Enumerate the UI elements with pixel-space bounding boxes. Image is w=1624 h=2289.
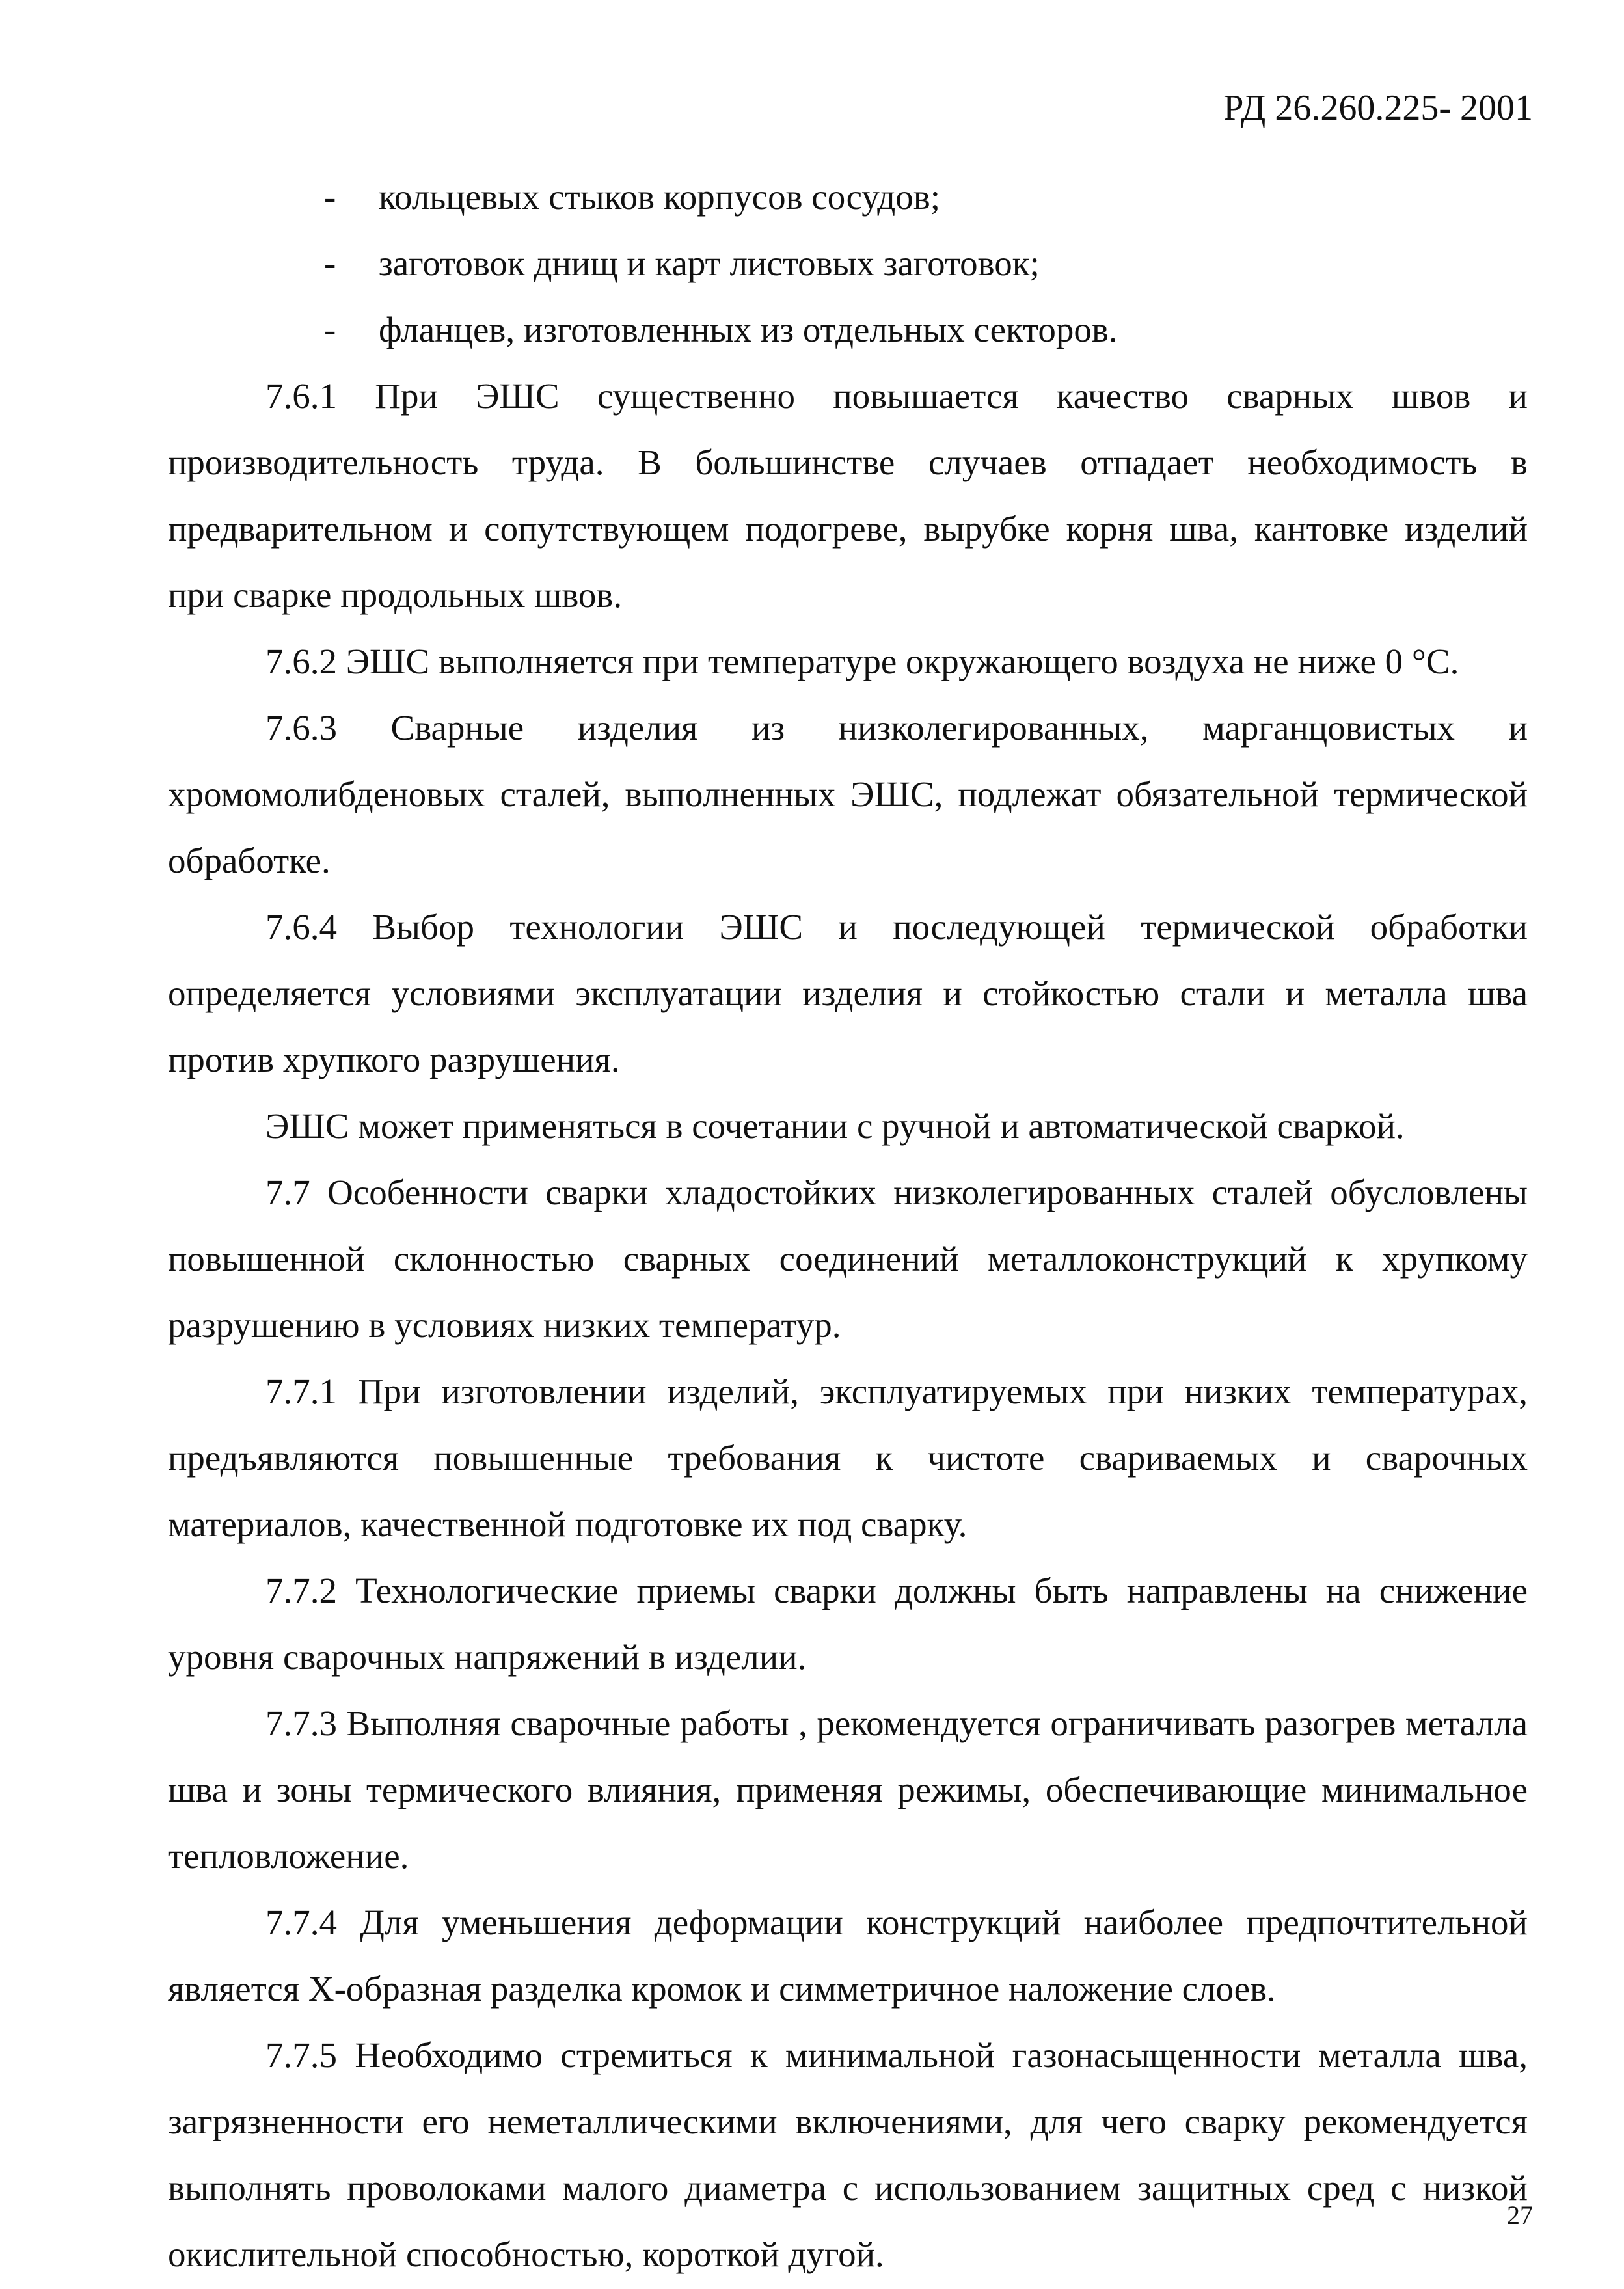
paragraph-7-7-3: 7.7.3 Выполняя сварочные работы , рекомендуется ограничивать разогрев металла шва и зоны термического влияния, применяя режимы, обеспечивающие минимальное тепловложение. <box>168 1703 1528 1876</box>
list-dash: - <box>324 177 336 217</box>
list-item-text: кольцевых стыков корпусов сосудов; <box>379 177 941 217</box>
page-number: 27 <box>1507 2201 1533 2230</box>
list-dash: - <box>324 310 336 349</box>
paragraph-eshs-combination: ЭШС может применяться в сочетании с ручной и автоматической сваркой. <box>265 1106 1405 1146</box>
paragraph-7-7-4: 7.7.4 Для уменьшения деформации конструкций наиболее предпочтительной является Х-образная разделка кромок и симметричное наложение слоев. <box>168 1903 1528 2009</box>
paragraph-7-6-2: 7.6.2 ЭШС выполняется при температуре окружающего воздуха не ниже 0 °С. <box>265 642 1459 681</box>
document-code: РД 26.260.225- 2001 <box>1223 88 1533 128</box>
paragraph-7-6-3: 7.6.3 Сварные изделия из низколегированных, марганцовистых и хромомолибденовых сталей, выполненных ЭШС, подлежат обязательной термической обработке. <box>168 708 1528 880</box>
list-item-text: фланцев, изготовленных из отдельных секторов. <box>379 310 1118 349</box>
page-body <box>168 164 1528 2288</box>
paragraph-7-7: 7.7 Особенности сварки хладостойких низколегированных сталей обусловлены повышенной склонностью сварных соединений металлоконструкций к хрупкому разрушению в условиях низких температур. <box>168 1172 1528 1345</box>
paragraph-7-6-1: 7.6.1 При ЭШС существенно повышается качество сварных швов и производительность труда. В большинстве случаев отпадает необходимость в предварительном и сопутствующем подогреве, вырубке корня шва, кантовке изделий при сварке продольных швов. <box>168 376 1528 615</box>
list-item <box>168 164 1528 230</box>
paragraph-7-7-1: 7.7.1 При изготовлении изделий, эксплуатируемых при низких температурах, предъявляются повышенные требования к чистоте свариваемых и сварочных материалов, качественной подготовке их под сварку. <box>168 1372 1528 1544</box>
list-item-text: заготовок днищ и карт листовых заготовок; <box>379 243 1040 283</box>
paragraph-7-7-5: 7.7.5 Необходимо стремиться к минимальной газонасыщенности металла шва, загрязненности его неметаллическими включениями, для чего сварку рекомендуется выполнять проволоками малого диаметра с использованием защитных сред с низкой окислительной способностью, короткой дугой. <box>168 2035 1528 2274</box>
paragraph-7-7-2: 7.7.2 Технологические приемы сварки должны быть направлены на снижение уровня сварочных напряжений в изделии. <box>168 1571 1528 1677</box>
list-item <box>168 297 1528 363</box>
list-dash: - <box>324 243 336 283</box>
paragraph-7-6-4: 7.6.4 Выбор технологии ЭШС и последующей термической обработки определяется условиями эксплуатации изделия и стойкостью стали и металла шва против хрупкого разрушения. <box>168 907 1528 1079</box>
list-item <box>168 230 1528 297</box>
